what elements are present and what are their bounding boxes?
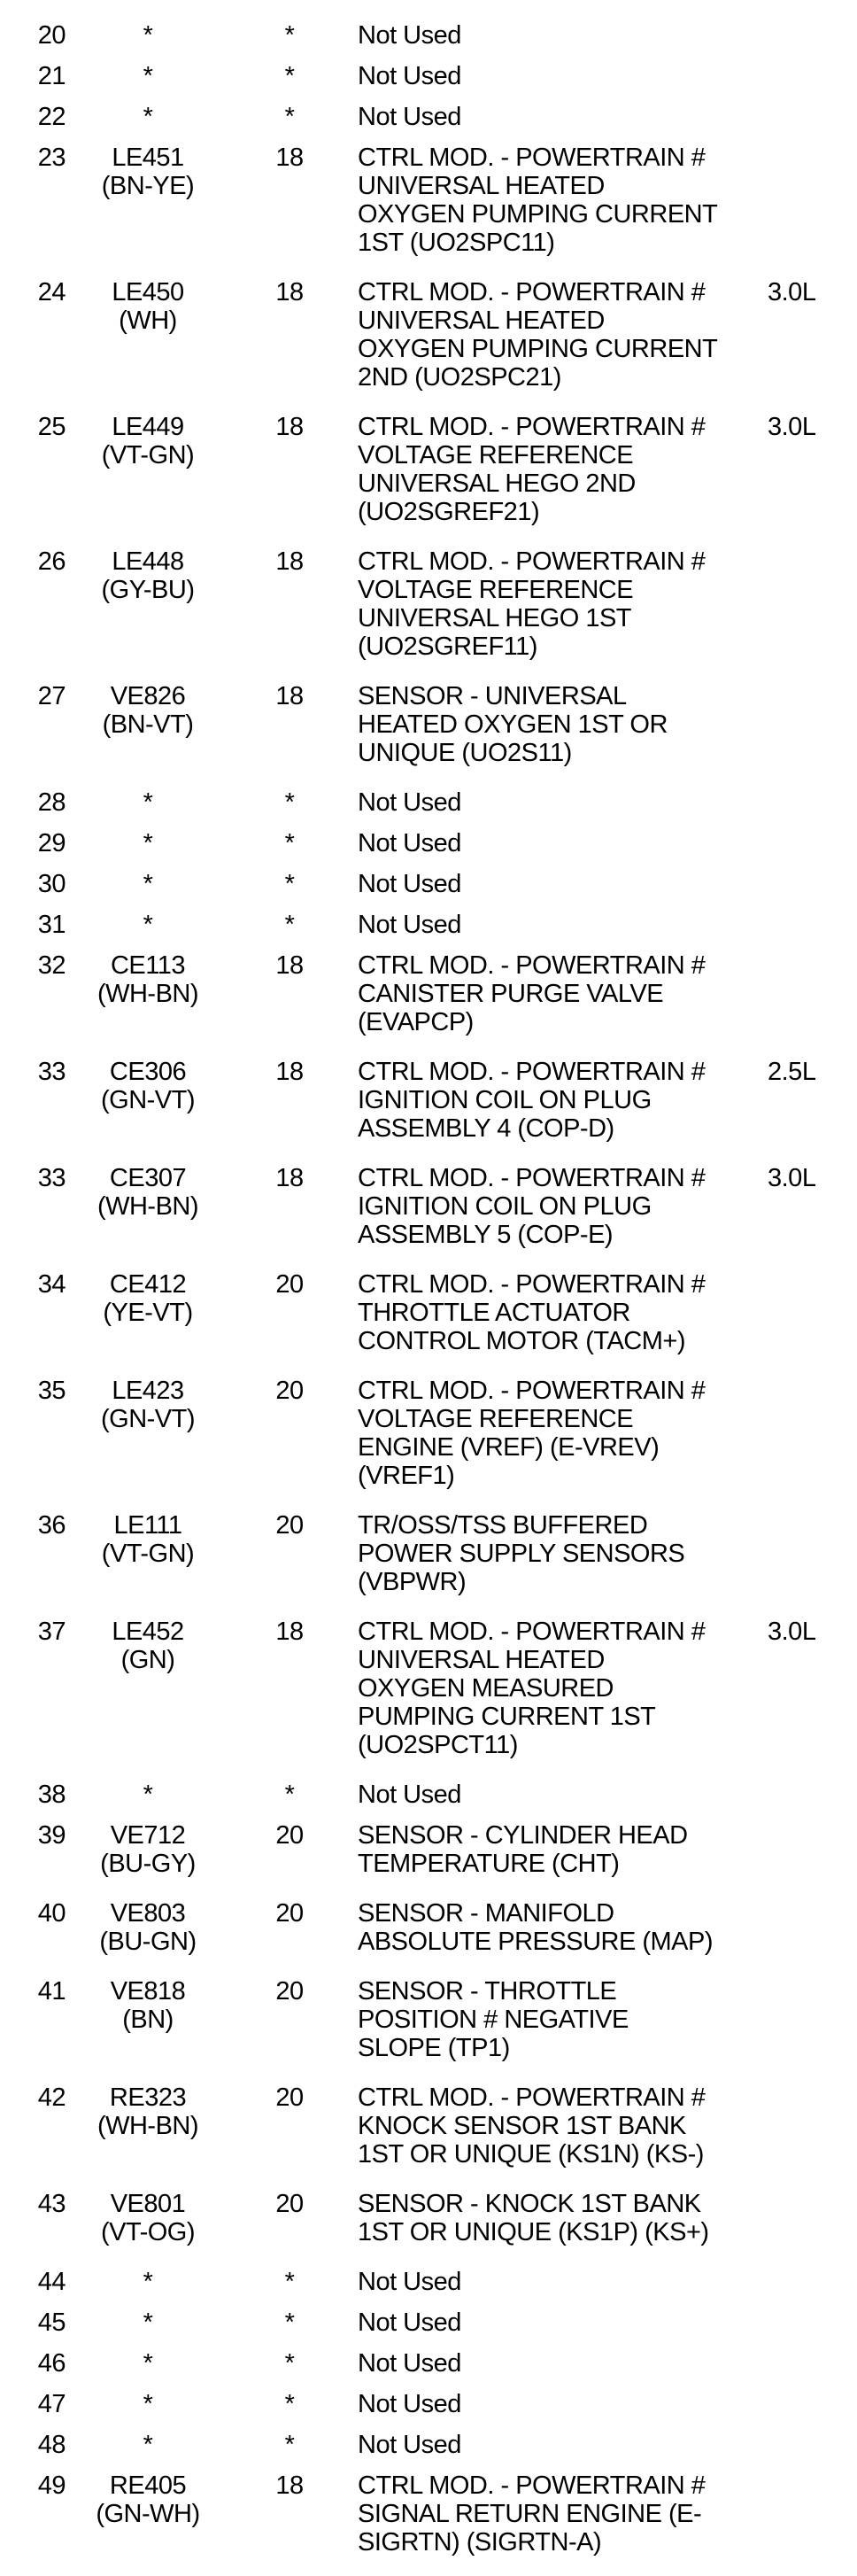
description-line: 2ND (UO2SPC21): [358, 363, 561, 392]
description-line: CTRL MOD. - POWERTRAIN #: [358, 951, 706, 980]
table-row: [0, 2268, 857, 2296]
circuit-code: *: [143, 2268, 153, 2296]
description-line: (EVAPCP): [358, 1008, 474, 1036]
gauge-cell: *: [284, 62, 295, 90]
description-cell: [358, 2083, 768, 2169]
description-line: SENSOR - MANIFOLD: [358, 1899, 614, 1928]
circuit-color: (BU-GN): [99, 1928, 197, 1956]
description-line: TR/OSS/TSS BUFFERED: [358, 1511, 648, 1540]
pin-cell: 40: [37, 1899, 66, 1928]
description-line: UNIVERSAL HEGO 1ST: [358, 604, 632, 632]
table-row: [0, 788, 857, 817]
circuit-color: (VT-GN): [101, 1540, 195, 1568]
description-line: OXYGEN MEASURED: [358, 1674, 614, 1703]
circuit-cell: [86, 2190, 210, 2246]
table-row: [0, 2390, 857, 2418]
circuit-color: (GN-WH): [96, 2500, 200, 2528]
description-line: SLOPE (TP1): [358, 2034, 510, 2062]
table-row: [0, 144, 857, 257]
table-row: [0, 2308, 857, 2337]
description-line: SIGNAL RETURN ENGINE (E-: [358, 2500, 702, 2528]
gauge-cell: *: [284, 2268, 295, 2296]
circuit-cell: [86, 1821, 210, 1878]
pin-cell: 38: [37, 1781, 66, 1809]
circuit-color: (BN): [122, 2006, 174, 2034]
circuit-cell: [86, 1511, 210, 1568]
description-line: (UO2SPCT11): [358, 1731, 518, 1759]
gauge-cell: 20: [275, 1977, 304, 2006]
description-line: UNIVERSAL HEATED: [358, 306, 605, 335]
circuit-code: RE323: [109, 2083, 187, 2112]
circuit-color: (GN): [120, 1646, 175, 1674]
circuit-code: *: [143, 870, 153, 898]
circuit-color: (WH-BN): [97, 980, 199, 1008]
pin-cell: 49: [37, 2471, 66, 2500]
description-line: SENSOR - CYLINDER HEAD: [358, 1821, 688, 1850]
description-line: SIGRTN) (SIGRTN-A): [358, 2528, 602, 2557]
description-line: CTRL MOD. - POWERTRAIN #: [358, 1164, 706, 1192]
description-line: (VREF1): [358, 1462, 455, 1490]
table-row: [0, 1618, 857, 1759]
engine-badge: 3.0L: [768, 1164, 816, 1192]
table-row: [0, 911, 857, 939]
table-row: [0, 21, 857, 50]
circuit-cell: [86, 2349, 210, 2378]
circuit-cell: [86, 2431, 210, 2459]
table-row: [0, 413, 857, 526]
circuit-cell: [86, 682, 210, 739]
circuit-color: (BU-GY): [100, 1850, 196, 1878]
description-line: KNOCK SENSOR 1ST BANK: [358, 2112, 686, 2140]
description-line: CTRL MOD. - POWERTRAIN #: [358, 1618, 706, 1646]
description-line: ASSEMBLY 4 (COP-D): [358, 1114, 614, 1143]
gauge-cell: 20: [275, 2083, 304, 2112]
circuit-cell: [86, 278, 210, 335]
description-line: (VBPWR): [358, 1568, 467, 1596]
circuit-cell: [86, 829, 210, 857]
table-row: [0, 62, 857, 90]
circuit-color: (GY-BU): [101, 576, 195, 604]
description-line: CTRL MOD. - POWERTRAIN #: [358, 1377, 706, 1405]
gauge-cell: *: [284, 2431, 295, 2459]
circuit-code: LE449: [112, 413, 184, 441]
gauge-cell: *: [284, 788, 295, 817]
circuit-code: LE423: [112, 1377, 184, 1405]
gauge-cell: 18: [275, 547, 304, 576]
pin-cell: 20: [37, 21, 66, 50]
circuit-code: *: [143, 2308, 153, 2337]
description-line: Not Used: [358, 2268, 461, 2296]
circuit-code: *: [143, 788, 153, 817]
engine-badge: 2.5L: [768, 1058, 816, 1086]
description-cell: [358, 1164, 768, 1249]
description-line: Not Used: [358, 1781, 461, 1809]
circuit-cell: [86, 547, 210, 604]
description-line: CTRL MOD. - POWERTRAIN #: [358, 1270, 706, 1299]
gauge-cell: *: [284, 21, 295, 50]
description-cell: [358, 103, 768, 131]
description-line: 1ST (UO2SPC11): [358, 229, 555, 257]
table-row: [0, 1977, 857, 2062]
circuit-color: (WH): [119, 306, 177, 335]
description-line: VOLTAGE REFERENCE: [358, 576, 634, 604]
table-row: [0, 1899, 857, 1956]
pin-cell: 47: [37, 2390, 66, 2418]
description-line: CONTROL MOTOR (TACM+): [358, 1327, 685, 1355]
description-line: (UO2SGREF21): [358, 498, 540, 526]
gauge-cell: *: [284, 2308, 295, 2337]
pin-cell: 33: [37, 1058, 66, 1086]
description-cell: [358, 2190, 768, 2246]
description-line: OXYGEN PUMPING CURRENT: [358, 200, 718, 229]
description-cell: [358, 547, 768, 661]
description-cell: [358, 278, 768, 392]
gauge-cell: 20: [275, 1270, 304, 1299]
circuit-cell: [86, 1164, 210, 1221]
circuit-code: *: [143, 21, 153, 50]
circuit-color: (WH-BN): [97, 1192, 199, 1221]
gauge-cell: *: [284, 2349, 295, 2378]
description-line: ABSOLUTE PRESSURE (MAP): [358, 1928, 714, 1956]
circuit-code: *: [143, 2431, 153, 2459]
table-row: [0, 1270, 857, 1355]
table-row: [0, 103, 857, 131]
table-row: [0, 278, 857, 392]
description-cell: [358, 413, 768, 526]
description-line: SENSOR - KNOCK 1ST BANK: [358, 2190, 701, 2218]
circuit-cell: [86, 1270, 210, 1327]
circuit-cell: [86, 1618, 210, 1674]
description-cell: [358, 2268, 768, 2296]
description-cell: [358, 1058, 768, 1143]
description-cell: [358, 1977, 768, 2062]
description-line: CTRL MOD. - POWERTRAIN #: [358, 144, 706, 172]
description-cell: [358, 951, 768, 1036]
circuit-cell: [86, 2471, 210, 2528]
description-line: THROTTLE ACTUATOR: [358, 1299, 630, 1327]
circuit-color: (GN-VT): [100, 1086, 196, 1114]
description-line: 1ST OR UNIQUE (KS1N) (KS-): [358, 2140, 704, 2169]
circuit-cell: [86, 1377, 210, 1433]
circuit-cell: [86, 1977, 210, 2034]
gauge-cell: 18: [275, 278, 304, 306]
pin-cell: 31: [37, 911, 66, 939]
gauge-cell: 20: [275, 2190, 304, 2218]
circuit-cell: [86, 2268, 210, 2296]
description-line: Not Used: [358, 788, 461, 817]
pin-cell: 37: [37, 1618, 66, 1646]
engine-badge: 3.0L: [768, 1618, 816, 1646]
pin-cell: 24: [37, 278, 66, 306]
pin-cell: 44: [37, 2268, 66, 2296]
description-line: UNIVERSAL HEGO 2ND: [358, 469, 636, 498]
description-line: 1ST OR UNIQUE (KS1P) (KS+): [358, 2218, 709, 2246]
circuit-code: *: [143, 911, 153, 939]
gauge-cell: 20: [275, 1377, 304, 1405]
description-line: (UO2SGREF11): [358, 632, 537, 661]
description-line: SENSOR - THROTTLE: [358, 1977, 617, 2006]
description-cell: [358, 1270, 768, 1355]
table-row: [0, 2190, 857, 2246]
description-line: HEATED OXYGEN 1ST OR: [358, 710, 668, 739]
description-line: VOLTAGE REFERENCE: [358, 1405, 634, 1433]
description-line: Not Used: [358, 62, 461, 90]
pin-cell: 48: [37, 2431, 66, 2459]
pin-cell: 21: [37, 62, 66, 90]
circuit-cell: [86, 788, 210, 817]
circuit-code: VE818: [110, 1977, 186, 2006]
table-row: [0, 547, 857, 661]
circuit-code: *: [143, 103, 153, 131]
pin-cell: 42: [37, 2083, 66, 2112]
circuit-cell: [86, 951, 210, 1008]
pin-cell: 45: [37, 2308, 66, 2337]
circuit-cell: [86, 1781, 210, 1809]
description-line: CTRL MOD. - POWERTRAIN #: [358, 413, 706, 441]
circuit-cell: [86, 21, 210, 50]
description-cell: [358, 2390, 768, 2418]
circuit-code: VE803: [110, 1899, 186, 1928]
circuit-code: *: [143, 62, 153, 90]
pin-cell: 43: [37, 2190, 66, 2218]
description-line: CTRL MOD. - POWERTRAIN #: [358, 547, 706, 576]
table-row: [0, 870, 857, 898]
gauge-cell: 20: [275, 1821, 304, 1850]
engine-badge: 3.0L: [768, 413, 816, 441]
circuit-cell: [86, 103, 210, 131]
pin-cell: 25: [37, 413, 66, 441]
circuit-code: LE111: [113, 1511, 182, 1540]
pin-cell: 26: [37, 547, 66, 576]
table-row: [0, 682, 857, 767]
table-row: [0, 951, 857, 1036]
circuit-code: LE451: [112, 144, 184, 172]
circuit-cell: [86, 62, 210, 90]
circuit-code: CE306: [109, 1058, 187, 1086]
circuit-cell: [86, 2083, 210, 2140]
pin-cell: 46: [37, 2349, 66, 2378]
gauge-cell: 20: [275, 1511, 304, 1540]
description-line: Not Used: [358, 2308, 461, 2337]
description-line: UNIVERSAL HEATED: [358, 172, 605, 200]
description-line: TEMPERATURE (CHT): [358, 1850, 620, 1878]
description-cell: [358, 1781, 768, 1809]
circuit-code: LE448: [112, 547, 184, 576]
description-line: CTRL MOD. - POWERTRAIN #: [358, 2471, 706, 2500]
description-cell: [358, 144, 768, 257]
engine-badge: 3.0L: [768, 278, 816, 306]
description-cell: [358, 911, 768, 939]
description-line: Not Used: [358, 2390, 461, 2418]
pin-cell: 39: [37, 1821, 66, 1850]
pin-cell: 35: [37, 1377, 66, 1405]
gauge-cell: 18: [275, 144, 304, 172]
description-cell: [358, 21, 768, 50]
description-line: Not Used: [358, 103, 461, 131]
circuit-cell: [86, 1899, 210, 1956]
circuit-cell: [86, 1058, 210, 1114]
circuit-cell: [86, 2390, 210, 2418]
description-cell: [358, 62, 768, 90]
gauge-cell: *: [284, 103, 295, 131]
circuit-code: CE412: [109, 1270, 187, 1299]
gauge-cell: 18: [275, 1058, 304, 1086]
description-line: Not Used: [358, 911, 461, 939]
circuit-cell: [86, 911, 210, 939]
description-line: CANISTER PURGE VALVE: [358, 980, 664, 1008]
description-cell: [358, 1377, 768, 1490]
description-line: CTRL MOD. - POWERTRAIN #: [358, 2083, 706, 2112]
table-row: [0, 2471, 857, 2557]
gauge-cell: *: [284, 2390, 295, 2418]
description-line: IGNITION COIL ON PLUG: [358, 1086, 652, 1114]
gauge-cell: *: [284, 870, 295, 898]
circuit-color: (VT-OG): [100, 2218, 196, 2246]
description-line: POSITION # NEGATIVE: [358, 2006, 629, 2034]
circuit-cell: [86, 2308, 210, 2337]
description-line: ASSEMBLY 5 (COP-E): [358, 1221, 614, 1249]
description-cell: [358, 870, 768, 898]
description-line: UNIQUE (UO2S11): [358, 739, 572, 767]
gauge-cell: 18: [275, 413, 304, 441]
description-cell: [358, 1899, 768, 1956]
gauge-cell: 18: [275, 1164, 304, 1192]
description-line: VOLTAGE REFERENCE: [358, 441, 634, 469]
description-cell: [358, 2431, 768, 2459]
description-line: Not Used: [358, 2431, 461, 2459]
description-line: POWER SUPPLY SENSORS: [358, 1540, 685, 1568]
circuit-color: (VT-GN): [101, 441, 195, 469]
description-line: CTRL MOD. - POWERTRAIN #: [358, 1058, 706, 1086]
pin-cell: 29: [37, 829, 66, 857]
circuit-color: (BN-VT): [102, 710, 194, 739]
description-cell: [358, 1511, 768, 1596]
description-line: Not Used: [358, 870, 461, 898]
table-row: [0, 1821, 857, 1878]
description-cell: [358, 788, 768, 817]
table-row: [0, 1511, 857, 1596]
circuit-code: *: [143, 829, 153, 857]
gauge-cell: 18: [275, 951, 304, 980]
gauge-cell: *: [284, 911, 295, 939]
circuit-color: (BN-YE): [101, 172, 195, 200]
gauge-cell: 18: [275, 1618, 304, 1646]
description-cell: [358, 2308, 768, 2337]
pin-cell: 30: [37, 870, 66, 898]
circuit-code: CE113: [110, 951, 186, 980]
description-line: SENSOR - UNIVERSAL: [358, 682, 627, 710]
table-row: [0, 1058, 857, 1143]
circuit-color: (YE-VT): [103, 1299, 193, 1327]
description-cell: [358, 2471, 768, 2557]
description-line: IGNITION COIL ON PLUG: [358, 1192, 652, 1221]
circuit-code: *: [143, 1781, 153, 1809]
gauge-cell: *: [284, 1781, 295, 1809]
circuit-code: VE712: [110, 1821, 186, 1850]
pin-cell: 33: [37, 1164, 66, 1192]
gauge-cell: *: [284, 829, 295, 857]
pin-cell: 23: [37, 144, 66, 172]
table-row: [0, 829, 857, 857]
description-line: OXYGEN PUMPING CURRENT: [358, 335, 718, 363]
circuit-code: RE405: [109, 2471, 187, 2500]
table-row: [0, 2349, 857, 2378]
gauge-cell: 18: [275, 2471, 304, 2500]
gauge-cell: 18: [275, 682, 304, 710]
description-cell: [358, 1618, 768, 1759]
table-row: [0, 2083, 857, 2169]
pin-cell: 36: [37, 1511, 66, 1540]
table-row: [0, 1781, 857, 1809]
circuit-cell: [86, 870, 210, 898]
circuit-code: VE826: [110, 682, 186, 710]
circuit-code: *: [143, 2349, 153, 2378]
description-line: ENGINE (VREF) (E-VREV): [358, 1433, 660, 1462]
circuit-code: *: [143, 2390, 153, 2418]
circuit-cell: [86, 144, 210, 200]
circuit-code: LE450: [112, 278, 184, 306]
circuit-code: LE452: [112, 1618, 184, 1646]
description-line: UNIVERSAL HEATED: [358, 1646, 605, 1674]
pin-cell: 41: [37, 1977, 66, 2006]
pin-cell: 22: [37, 103, 66, 131]
table-row: [0, 2431, 857, 2459]
description-cell: [358, 682, 768, 767]
pin-cell: 27: [37, 682, 66, 710]
description-line: Not Used: [358, 829, 461, 857]
circuit-code: CE307: [109, 1164, 187, 1192]
table-row: [0, 1377, 857, 1490]
description-cell: [358, 2349, 768, 2378]
circuit-code: VE801: [110, 2190, 186, 2218]
description-line: PUMPING CURRENT 1ST: [358, 1703, 656, 1731]
circuit-color: (WH-BN): [97, 2112, 199, 2140]
description-line: Not Used: [358, 2349, 461, 2378]
pin-cell: 34: [37, 1270, 66, 1299]
pin-cell: 32: [37, 951, 66, 980]
circuit-color: (GN-VT): [100, 1405, 196, 1433]
circuit-cell: [86, 413, 210, 469]
description-line: CTRL MOD. - POWERTRAIN #: [358, 278, 706, 306]
description-cell: [358, 829, 768, 857]
description-cell: [358, 1821, 768, 1878]
gauge-cell: 20: [275, 1899, 304, 1928]
pin-cell: 28: [37, 788, 66, 817]
table-row: [0, 1164, 857, 1249]
description-line: Not Used: [358, 21, 461, 50]
